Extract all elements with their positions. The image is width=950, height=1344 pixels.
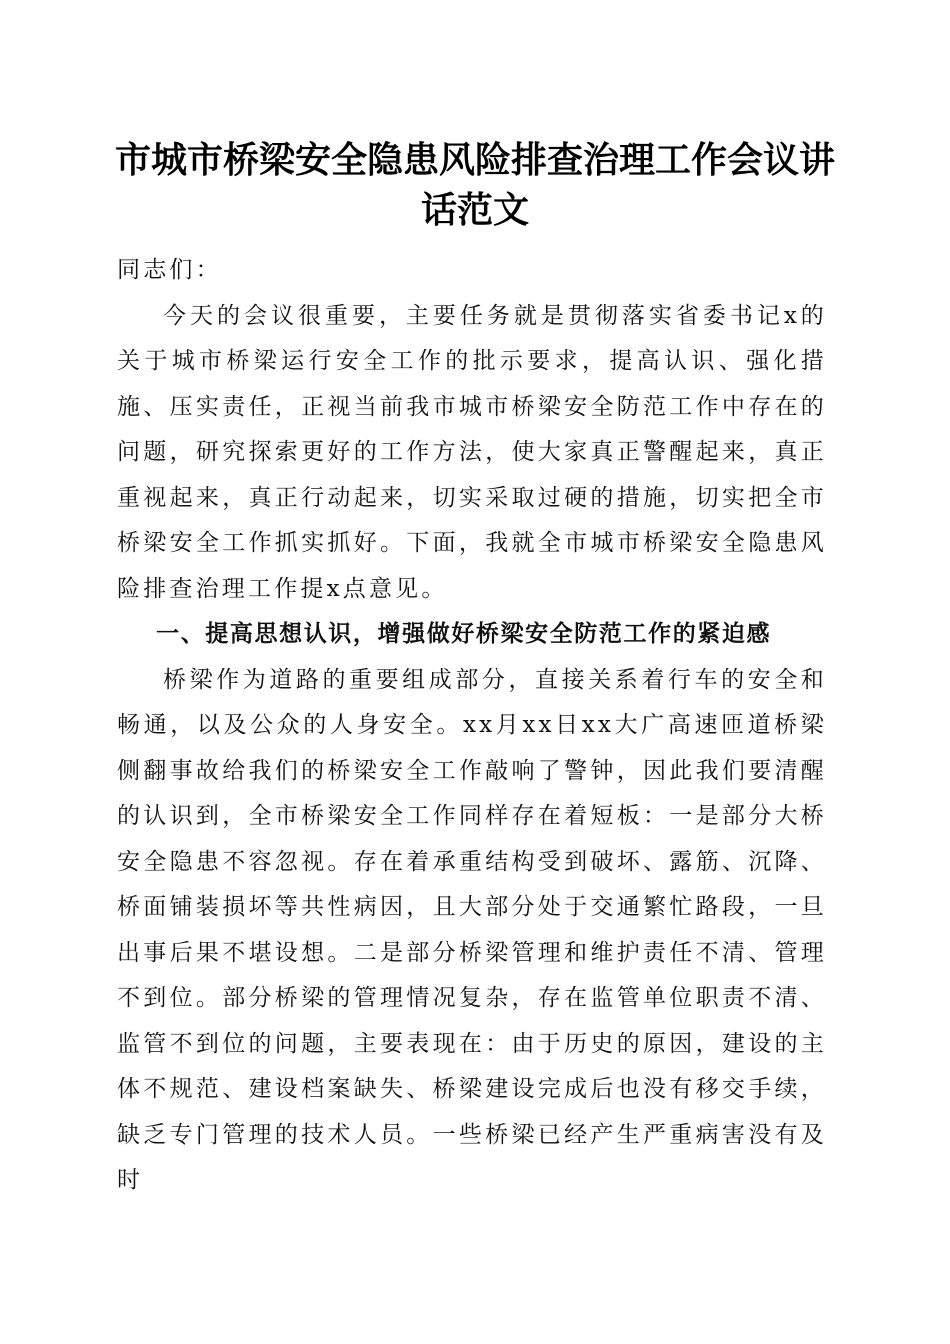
document-body	[117, 248, 827, 1204]
section-paragraph: 桥梁作为道路的重要组成部分，直接关系着行车的安全和畅通，以及公众的人身安全。xx月xx日xx大广高速匝道桥梁侧翻事故给我们的桥梁安全工作敲响了警钟，因此我们要清醒的认识到，全市桥梁安全工作同样存在着短板：一是部分大桥安全隐患不容忽视。存在着承重结构受到破坏、露筋、沉降、桥面铺装损坏等共性病因，且大部分处于交通繁忙路段，一旦出事后果不堪设想。二是部分桥梁管理和维护责任不清、管理不到位。部分桥梁的管理情况复杂，存在监管单位职责不清、监管不到位的问题，主要表现在：由于历史的原因，建设的主体不规范、建设档案缺失、桥梁建设完成后也没有移交手续，缺乏专门管理的技术人员。一些桥梁已经产生严重病害没有及时	[117, 666, 827, 1193]
intro-paragraph: 今天的会议很重要，主要任务就是贯彻落实省委书记x的关于城市桥梁运行安全工作的批示要求，提高认识、强化措施、压实责任，正视当前我市城市桥梁安全防范工作中存在的问题，研究探索更好的工作方法，使大家真正警醒起来，真正重视起来，真正行动起来，切实采取过硬的措施，切实把全市桥梁安全工作抓实抓好。下面，我就全市城市桥梁安全隐患风险排查治理工作提x点意见。	[117, 302, 827, 602]
salutation: 同志们：	[117, 257, 222, 283]
document-title: 市城市桥梁安全隐患风险排查治理工作会议讲话范文	[114, 139, 835, 231]
section-heading: 一、提高思想认识，增强做好桥梁安全防范工作的紧迫感	[156, 621, 772, 647]
